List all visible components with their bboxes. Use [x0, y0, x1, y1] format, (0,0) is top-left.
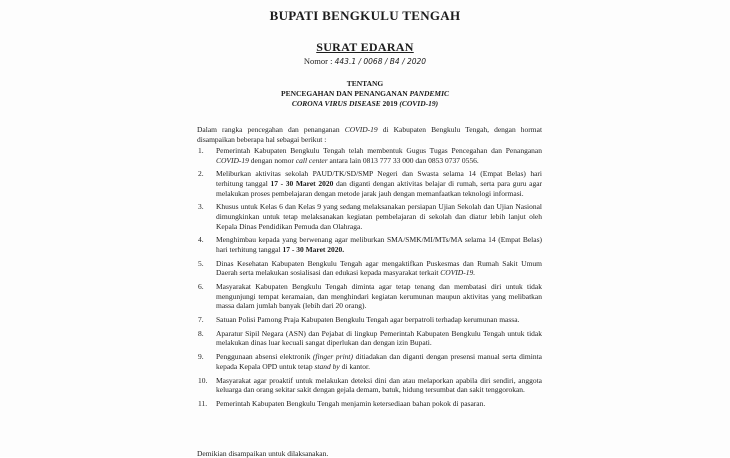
subject-line-2-italic: PANDEMIC: [409, 89, 449, 98]
list-number: 3.: [198, 202, 204, 212]
list-text: Masyarakat Kabupaten Bengkulu Tengah diminta agar tetap tenang dan membatasi diri untuk tidak mengunjungi tempat keramaian, dan menghindari kegiatan kerumunan maupun aktivitas yang melibatkan massa dalam jumlah banyak (lebih dari 20 orang).: [216, 282, 542, 311]
intro-text-b: COVID-19: [344, 125, 378, 134]
intro-paragraph: [197, 125, 542, 145]
list-item: [198, 235, 542, 254]
list-number: 8.: [198, 328, 204, 338]
list-item: [198, 376, 542, 395]
subject-line-1: TENTANG: [346, 79, 384, 88]
subject-line-2: [0, 89, 730, 99]
list-item: [198, 352, 542, 371]
list-text: Pemerintah Kabupaten Bengkulu Tengah menjamin ketersediaan bahan pokok di pasaran.: [216, 398, 486, 408]
instruction-list: [198, 146, 542, 413]
list-number: 7.: [198, 315, 204, 325]
subject-line-3-year: 2019: [382, 99, 398, 108]
list-item: [198, 329, 542, 348]
list-text: Dinas Kesehatan Kabupaten Bengkulu Tengah agar mengaktifkan Puskesmas dan Rumah Sakit Umum Daerah serta melakukan sosialisasi dan edukasi kepada masyarakat terkait: [216, 258, 542, 278]
list-text: di kantor.: [341, 361, 370, 371]
list-text: Khusus untuk Kelas 6 dan Kelas 9 yang sedang melaksanakan persiapan Ujian Sekolah dan Ujian Nasional dimungkinkan untuk tetap melaksanakan kegiatan pembelajaran di sekolah dan diatur lebih lanjut oleh Kepala Dinas Pendidikan Pemuda dan Olahraga.: [216, 202, 542, 231]
list-text: ditiadakan dan diganti dengan presensi manual serta diminta kepada Kepala OPD untuk tetap: [216, 352, 543, 371]
document-title: SURAT EDARAN: [316, 40, 414, 54]
list-number: 1.: [198, 146, 204, 155]
list-item: [198, 315, 542, 325]
list-number: 4.: [198, 235, 204, 245]
list-text: Meliburkan aktivitas sekolah PAUD/TK/SD/SMP Negeri dan Swasta selama 14 (Empat Belas) hari terhitung tanggal: [216, 169, 542, 188]
list-text: dengan nomor: [250, 155, 294, 165]
list-number: 6.: [198, 282, 204, 292]
list-number: 10.: [198, 375, 208, 385]
letterhead-title: BUPATI BENGKULU TENGAH: [269, 8, 461, 23]
list-text: Satuan Polisi Pamong Praja Kabupaten Bengkulu Tengah agar berpatroli terhadap kerumunan massa.: [216, 315, 520, 325]
number-value: 443.1 / 0068 / B4 / 2020: [334, 57, 427, 66]
list-item: [198, 169, 542, 198]
subject-line-3-abbr: (COVID-19): [399, 99, 439, 108]
document-subject: [0, 79, 730, 109]
list-text: Penggunaan absensi elektronik: [216, 352, 311, 362]
subject-line-3: [0, 99, 730, 109]
list-item: [198, 202, 542, 231]
subject-line-2-text: PENCEGAHAN DAN PENANGANAN: [281, 89, 408, 98]
list-number: 5.: [198, 258, 204, 268]
list-text: Pemerintah Kabupaten Bengkulu Tengah telah membentuk Gugus Tugas Pencegahan dan Penanganan: [216, 146, 542, 155]
intro-text-c: di Kabupaten Bengkulu Tengah, dengan hormat disampaikan beberapa hal sebagai berikut :: [197, 125, 543, 145]
list-number: 9.: [198, 352, 204, 362]
closing-statement: Demikian disampaikan untuk dilaksanakan.: [197, 449, 329, 458]
list-text-italic: stand by: [314, 361, 340, 371]
list-text-italic: COVID-19: [216, 155, 249, 165]
list-text: Masyarakat agar proaktif untuk melakukan deteksi dini dan atau melaporkan apabila diri sendiri, anggota keluarga dan orang sekitar sakit dengan gejala demam, batuk, hidung tersumbat dan sakit tenggorokan.: [216, 375, 542, 395]
list-text: dan diganti dengan aktivitas belajar di rumah, serta para guru agar melakukan proses pembelajaran dengan metode jarak jauh dengan memanfaatkan teknologi informasi.: [216, 178, 543, 198]
list-item: [198, 259, 542, 278]
list-text-italic: COVID-19.: [440, 268, 476, 278]
list-text: antara lain 0813 777 33 000 dan 0853 0737 0556.: [329, 155, 479, 165]
subject-line-3-italic: CORONA VIRUS DISEASE: [291, 99, 381, 108]
list-text: Menghimbau kepada yang berwenang agar meliburkan SMA/SMK/MI/MTs/MA selama 14 (Empat Belas) hari terhitung tanggal: [216, 235, 542, 254]
list-text-italic: (finger print): [312, 352, 354, 362]
list-text-bold: 17 - 30 Maret 2020.: [282, 244, 345, 254]
list-number: 11.: [198, 398, 208, 408]
list-item: [198, 399, 542, 409]
list-item: [198, 282, 542, 311]
list-text-bold: 17 - 30 Maret 2020: [270, 178, 334, 188]
list-text: Aparatur Sipil Negara (ASN) dan Pejabat di lingkup Pemerintah Kabupaten Bengkulu Tengah untuk tidak melakukan dinas luar kecuali sangat diperlukan dan dengan izin Bupati.: [216, 328, 542, 348]
intro-text-a: Dalam rangka pencegahan dan penanganan: [197, 125, 340, 134]
number-label: Nomor :: [303, 56, 333, 66]
document-number: [0, 56, 730, 66]
list-number: 2.: [198, 169, 204, 179]
list-item: [198, 146, 542, 165]
list-text-italic: call center: [295, 155, 328, 165]
